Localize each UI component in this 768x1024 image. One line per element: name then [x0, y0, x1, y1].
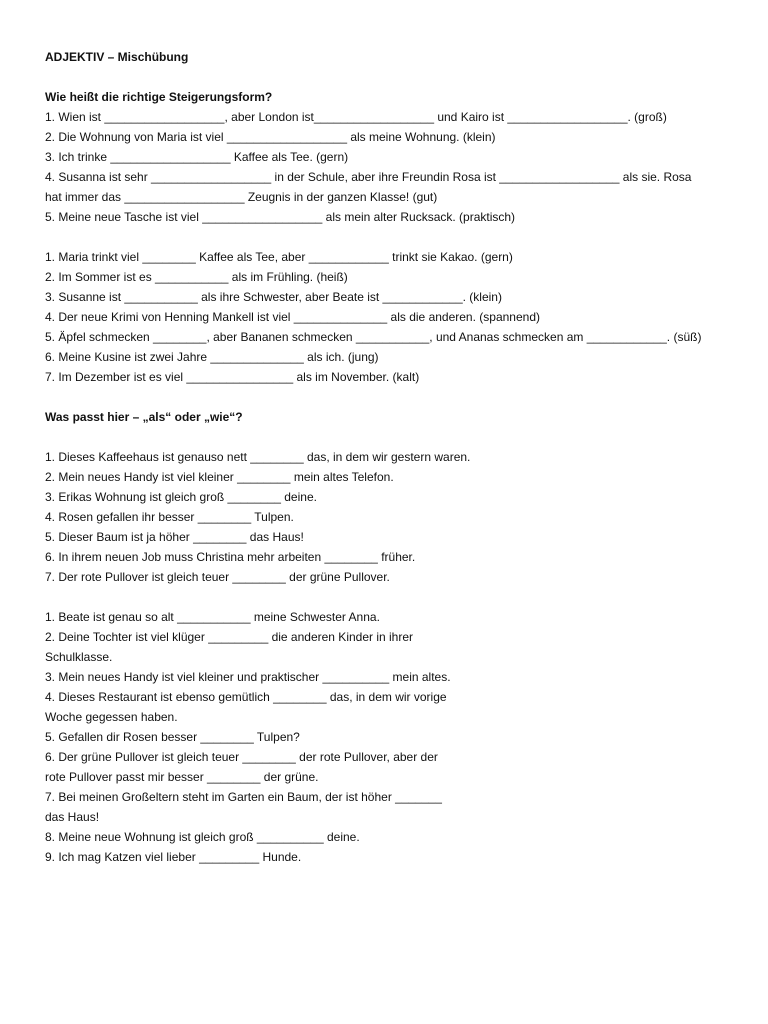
exercise-line: das Haus! [45, 810, 100, 824]
section1-heading: Wie heißt die richtige Steigerungsform? [45, 90, 273, 104]
exercise-line: 4. Dieses Restaurant ist ebenso gemütlich ________ das, in dem wir vorige [45, 690, 447, 704]
exercise-line: 6. Der grüne Pullover ist gleich teuer ________ der rote Pullover, aber der [45, 750, 438, 764]
exercise-line: 7. Bei meinen Großeltern steht im Garten ein Baum, der ist höher _______ [45, 790, 442, 804]
spacer [45, 227, 735, 247]
exercise-line: 1. Beate ist genau so alt ___________ meine Schwester Anna. [45, 610, 380, 624]
exercise-line: 3. Mein neues Handy ist viel kleiner und praktischer __________ mein altes. [45, 670, 451, 684]
spacer [45, 67, 735, 87]
worksheet-title: ADJEKTIV – Mischübung [45, 50, 189, 64]
spacer [45, 587, 735, 607]
exercise-line: 1. Dieses Kaffeehaus ist genauso nett ________ das, in dem wir gestern waren. [45, 450, 471, 464]
exercise-line: 2. Die Wohnung von Maria ist viel __________________ als meine Wohnung. (klein) [45, 130, 496, 144]
exercise-line: 5. Dieser Baum ist ja höher ________ das Haus! [45, 530, 304, 544]
exercise-line: 8. Meine neue Wohnung ist gleich groß __________ deine. [45, 830, 360, 844]
spacer [45, 427, 735, 447]
exercise-line: 6. In ihrem neuen Job muss Christina mehr arbeiten ________ früher. [45, 550, 416, 564]
section2-heading: Was passt hier – „als“ oder „wie“? [45, 410, 243, 424]
exercise-line: 4. Susanna ist sehr __________________ in der Schule, aber ihre Freundin Rosa ist __________________ als sie. Rosa [45, 170, 692, 184]
exercise-line: 2. Deine Tochter ist viel klüger _________ die anderen Kinder in ihrer [45, 630, 414, 644]
exercise-line: Schulklasse. [45, 650, 113, 664]
spacer [45, 387, 735, 407]
exercise-line: 1. Wien ist __________________, aber London ist__________________ und Kairo ist __________________. (groß) [45, 110, 667, 124]
exercise-line: rote Pullover passt mir besser ________ der grüne. [45, 770, 319, 784]
exercise-line: 4. Der neue Krimi von Henning Mankell ist viel ______________ als die anderen. (spannend) [45, 310, 540, 324]
exercise-line: 6. Meine Kusine ist zwei Jahre ______________ als ich. (jung) [45, 350, 379, 364]
exercise-line: 9. Ich mag Katzen viel lieber _________ Hunde. [45, 850, 302, 864]
exercise-line: 3. Ich trinke __________________ Kaffee als Tee. (gern) [45, 150, 349, 164]
exercise-line: 3. Susanne ist ___________ als ihre Schwester, aber Beate ist ____________. (klein) [45, 290, 502, 304]
exercise-line: 1. Maria trinkt viel ________ Kaffee als Tee, aber ____________ trinkt sie Kakao. (gern) [45, 250, 513, 264]
exercise-line: 5. Meine neue Tasche ist viel __________________ als mein alter Rucksack. (praktisch) [45, 210, 516, 224]
exercise-line: 5. Äpfel schmecken ________, aber Bananen schmecken ___________, und Ananas schmecken am ____________. (süß) [45, 330, 702, 344]
exercise-line: 7. Im Dezember ist es viel ________________ als im November. (kalt) [45, 370, 420, 384]
exercise-line: 2. Mein neues Handy ist viel kleiner ________ mein altes Telefon. [45, 470, 394, 484]
exercise-line: 7. Der rote Pullover ist gleich teuer ________ der grüne Pullover. [45, 570, 390, 584]
worksheet-page [45, 47, 735, 867]
exercise-line: 5. Gefallen dir Rosen besser ________ Tulpen? [45, 730, 300, 744]
exercise-line: 2. Im Sommer ist es ___________ als im Frühling. (heiß) [45, 270, 348, 284]
exercise-line: 4. Rosen gefallen ihr besser ________ Tulpen. [45, 510, 294, 524]
exercise-line: hat immer das __________________ Zeugnis in der ganzen Klasse! (gut) [45, 190, 438, 204]
exercise-line: 3. Erikas Wohnung ist gleich groß ________ deine. [45, 490, 317, 504]
exercise-line: Woche gegessen haben. [45, 710, 178, 724]
